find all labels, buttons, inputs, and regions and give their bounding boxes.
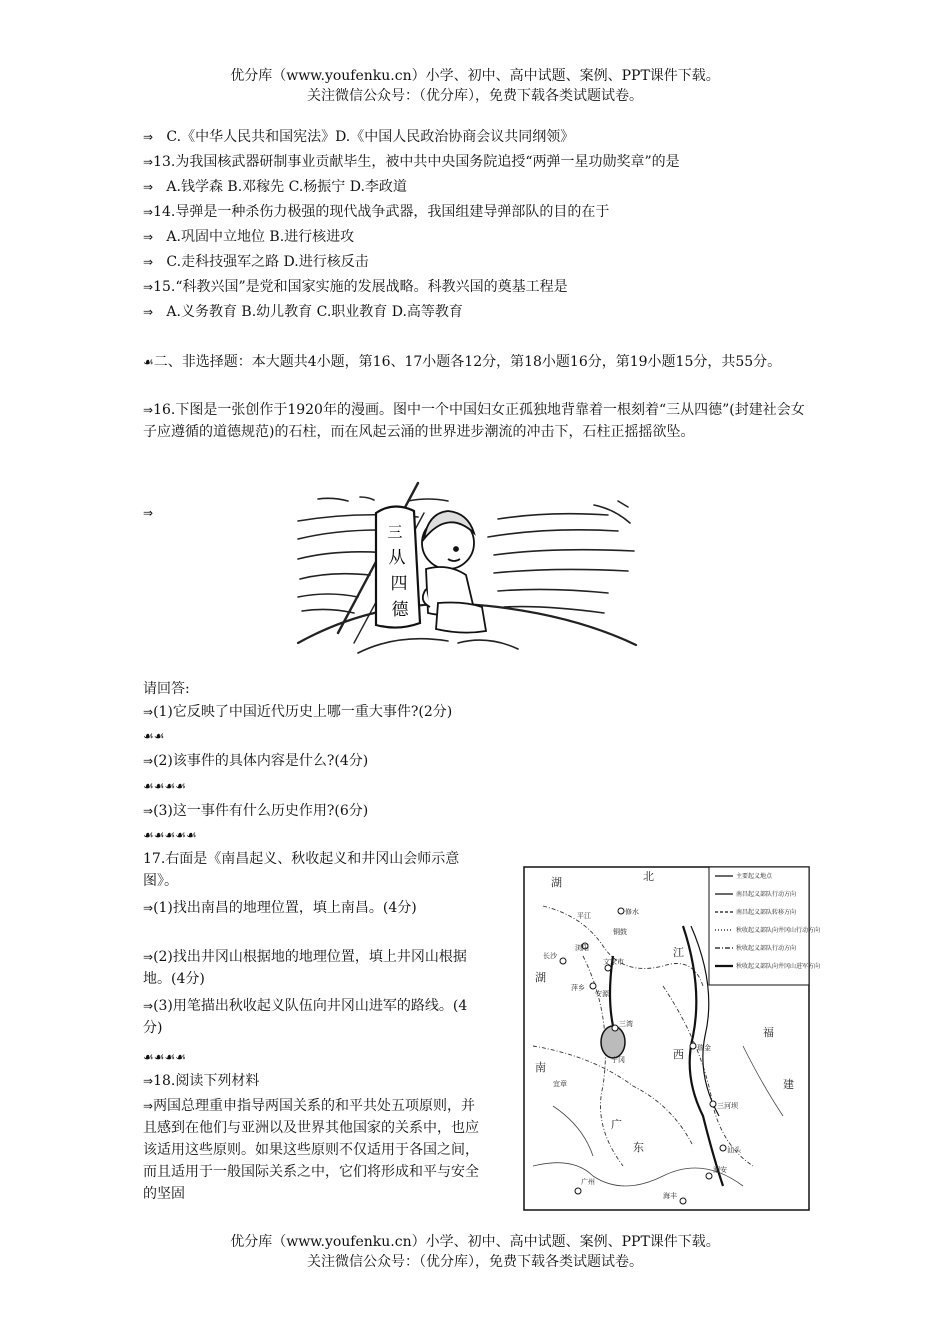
line-text: (2)该事件的具体内容是什么?(4分) xyxy=(153,753,369,769)
region-hubei-2: 北 xyxy=(643,870,654,883)
answer-blank-17 xyxy=(143,1047,186,1067)
question-18-material xyxy=(143,1095,483,1205)
line-text: 16.下图是一张创作于1920年的漫画。图中一个中国妇女正孤独地背靠着一根刻着“三从四德”(封建社会女子应遵循的道德规范)的石柱，而在风起云涌的世界进步潮流的冲击下，石柱正摇摇欲坠。 xyxy=(143,402,805,440)
legend-text: 南昌起义部队行动方向 xyxy=(736,891,797,898)
region-fujian-2: 建 xyxy=(783,1078,794,1091)
para-mark: ⇒ xyxy=(143,205,154,219)
place-label: 安源 xyxy=(595,990,609,998)
question-14 xyxy=(143,202,609,222)
question-16-1 xyxy=(143,702,452,722)
line-text: 14.导弹是一种杀伤力极强的现代战争武器，我国组建导弹部队的目的在于 xyxy=(153,204,610,220)
legend-text: 秋收起义部队行动方向 xyxy=(736,945,797,952)
para-mark: ⇒ xyxy=(143,180,154,194)
para-mark: ⇒ xyxy=(143,403,154,417)
place-label: 广州 xyxy=(581,1178,595,1186)
legend-text: 主要起义地点 xyxy=(736,873,773,880)
place-label: 汕头 xyxy=(727,1146,741,1154)
place-label: 铜鼓 xyxy=(613,928,627,936)
blank-mark: ☙ xyxy=(143,355,154,369)
region-hubei-1: 湖 xyxy=(551,876,562,889)
region-jiangxi-2: 西 xyxy=(673,1048,684,1061)
pillar-char-4: 德 xyxy=(391,600,409,620)
para-mark: ⇒ xyxy=(143,230,154,244)
blank-mark: ☙☙ xyxy=(143,729,165,743)
nanchang-uprising-map xyxy=(523,866,821,1211)
blank-mark: ☙☙☙☙ xyxy=(143,1050,187,1064)
region-hunan-2: 南 xyxy=(535,1061,546,1074)
place-label: 宁冈 xyxy=(611,1056,625,1064)
ask-label: 请回答: xyxy=(143,681,190,697)
para-mark: ⇒ xyxy=(143,705,154,719)
legend-text: 秋收起义部队向井冈山进军方向 xyxy=(736,963,821,970)
line-text: A.巩固中立地位 B.进行核进攻 xyxy=(166,229,355,245)
question-17-1 xyxy=(143,897,483,919)
place-label: 潮安 xyxy=(713,1166,727,1174)
line-text: (2)找出井冈山根据地的地理位置，填上井冈山根据地。(4分) xyxy=(143,949,467,987)
para-mark: ⇒ xyxy=(143,999,154,1013)
para-mark: ⇒ xyxy=(143,130,154,144)
line-text: 15.“科教兴国”是党和国家实施的发展战略。科教兴国的奠基工程是 xyxy=(153,279,568,295)
blank-mark: ☙☙☙☙☙ xyxy=(143,828,197,842)
region-guangdong-2: 东 xyxy=(633,1141,644,1154)
question-14-options-ab xyxy=(143,227,354,247)
figure-mark xyxy=(143,503,153,523)
region-guangdong-1: 广 xyxy=(611,1118,622,1131)
place-label: 三湾 xyxy=(619,1020,633,1028)
place-label: 海丰 xyxy=(663,1192,677,1200)
footer-line-2: 关注微信公众号：（优分库），免费下载各类试题试卷。 xyxy=(307,1254,643,1270)
place-label: 修水 xyxy=(625,908,639,916)
line-text: 二、非选择题：本大题共4小题，第16、17小题各12分，第18小题16分，第19小题15分，共55分。 xyxy=(153,354,782,370)
footer-line-1: 优分库（www.youfenku.cn）小学、初中、高中试题、案例、PPT课件下载。 xyxy=(230,1234,720,1250)
question-13-options xyxy=(143,177,407,197)
line-text: (3)这一事件有什么历史作用?(6分) xyxy=(153,803,369,819)
header-line-2: 关注微信公众号：（优分库），免费下载各类试题试卷。 xyxy=(307,88,643,104)
line-text: A.钱学森 B.邓稼先 C.杨振宁 D.李政道 xyxy=(166,179,407,195)
line-text: A.义务教育 B.幼儿教育 C.职业教育 D.高等教育 xyxy=(166,304,463,320)
answer-blank-16-3 xyxy=(143,825,197,845)
line-text: (1)它反映了中国近代历史上哪一重大事件?(2分) xyxy=(153,704,453,720)
question-17-2 xyxy=(143,946,483,990)
line-text: 18.阅读下列材料 xyxy=(153,1073,260,1089)
para-mark: ⇒ xyxy=(143,950,154,964)
legend-text: 南昌起义部队转移方向 xyxy=(736,909,797,916)
pillar-char-1: 三 xyxy=(387,523,403,541)
place-label: 浏阳 xyxy=(575,944,589,952)
place-label: 文家市 xyxy=(603,958,624,966)
para-mark: ⇒ xyxy=(143,1099,154,1113)
pillar-char-2: 从 xyxy=(388,548,406,568)
blank-mark: ☙☙☙☙ xyxy=(143,779,187,793)
header-line-1: 优分库（www.youfenku.cn）小学、初中、高中试题、案例、PPT课件下载。 xyxy=(230,68,720,84)
question-15-options xyxy=(143,302,463,322)
question-16-2 xyxy=(143,751,368,771)
line-text: C.《中华人民共和国宪法》D.《中国人民政治协商会议共同纲领》 xyxy=(166,129,575,145)
place-label: 宜章 xyxy=(553,1080,567,1088)
place-label: 萍乡 xyxy=(571,984,585,992)
place-label: 长沙 xyxy=(543,952,557,960)
region-hunan-1: 湖 xyxy=(535,971,546,984)
legend-text: 秋收起义部队向井冈山行动方向 xyxy=(736,927,821,934)
place-label: 平江 xyxy=(577,912,591,920)
question-14-options-cd xyxy=(143,252,369,272)
para-mark: ⇒ xyxy=(143,280,154,294)
para-mark: ⇒ xyxy=(143,804,154,818)
line-text: 两国总理重申指导两国关系的和平共处五项原则，并且感到在他们与亚洲以及世界其他国家的关系中，也应该适用这些原则。如果这些原则不仅适用于各国之间，而且适用于一般国际关系之中，它们将形成和平与安全的坚固 xyxy=(143,1098,479,1202)
region-jiangxi-1: 江 xyxy=(673,946,684,959)
question-15 xyxy=(143,277,568,297)
para-mark: ⇒ xyxy=(143,305,154,319)
place-label: 三河坝 xyxy=(717,1102,738,1110)
para-mark: ⇒ xyxy=(143,901,154,915)
para-mark: ⇒ xyxy=(143,155,154,169)
para-mark: ⇒ xyxy=(143,754,154,768)
region-fujian-1: 福 xyxy=(763,1026,774,1039)
answer-blank-16-2 xyxy=(143,776,186,796)
para-mark: ⇒ xyxy=(143,1074,154,1088)
pillar-char-3: 四 xyxy=(390,574,408,594)
question-13 xyxy=(143,152,680,172)
cartoon-three-obediences xyxy=(298,493,636,663)
place-label: 瑞金 xyxy=(697,1044,711,1052)
question-16 xyxy=(143,399,808,443)
line-text: 13.为我国核武器研制事业贡献毕生，被中共中央国务院追授“两弹一星功勋奖章”的是 xyxy=(153,154,680,170)
option-line-cd xyxy=(143,127,574,147)
question-18 xyxy=(143,1071,259,1091)
line-text: C.走科技强军之路 D.进行核反击 xyxy=(166,254,369,270)
question-17-3 xyxy=(143,995,483,1039)
question-17: 17.右面是《南昌起义、秋收起义和井冈山会师示意图》。 xyxy=(143,851,460,889)
line-text: (1)找出南昌的地理位置，填上南昌。(4分) xyxy=(153,900,417,916)
line-text: (3)用笔描出秋收起义队伍向井冈山进军的路线。(4分) xyxy=(143,998,468,1036)
answer-blank-16-1 xyxy=(143,726,165,746)
para-mark: ⇒ xyxy=(143,506,154,520)
para-mark: ⇒ xyxy=(143,255,154,269)
section-2-heading xyxy=(143,351,808,373)
question-16-3 xyxy=(143,801,368,821)
